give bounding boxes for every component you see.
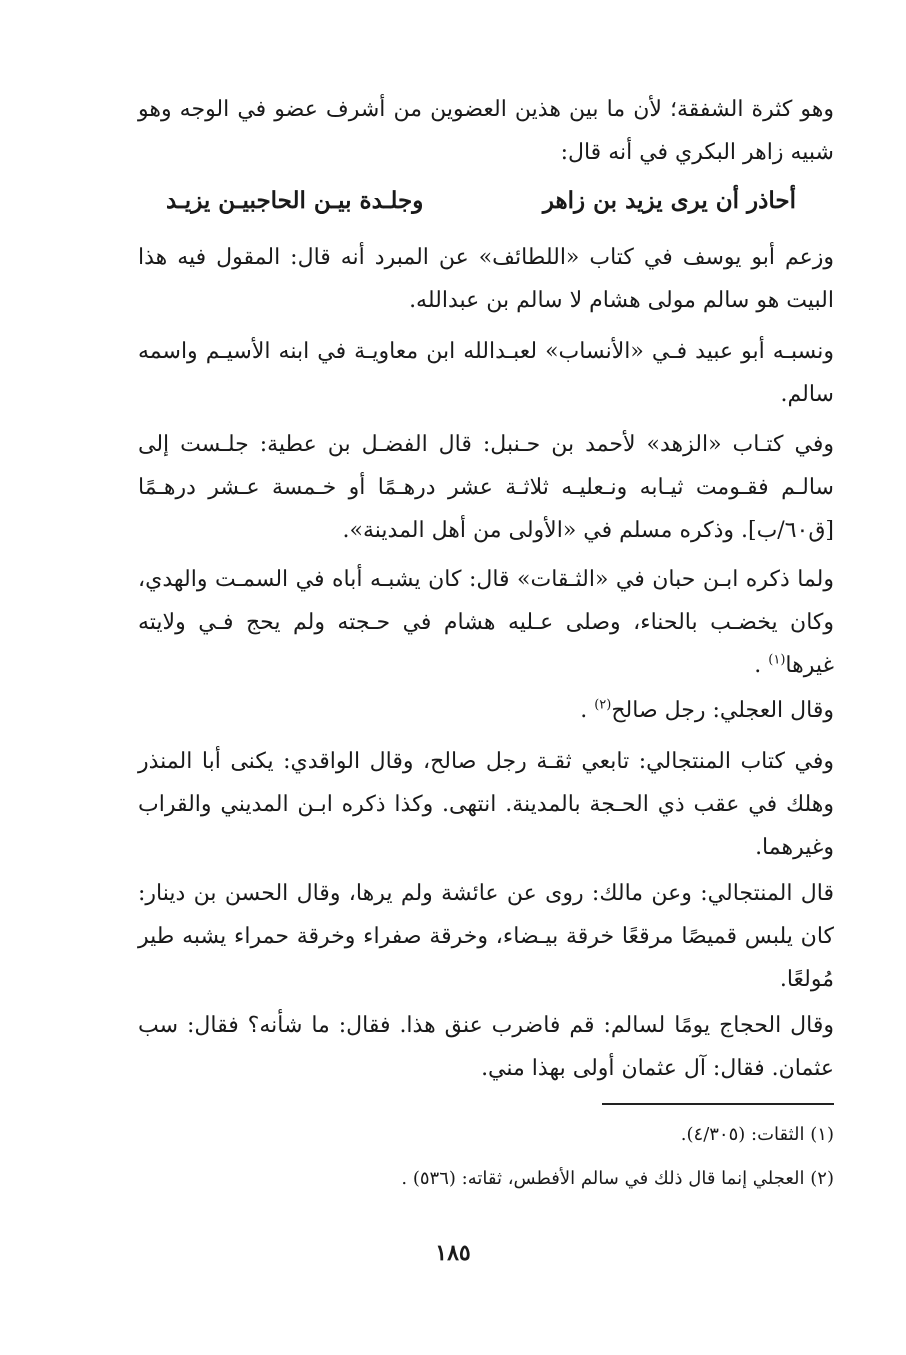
paragraph-thiqat-end: .	[754, 653, 769, 678]
paragraph-intro: وهو كثرة الشفقة؛ لأن ما بين هذين العضوين من أشرف عضو في الوجه وهو شبيه زاهر البكري في أنه قال:	[138, 97, 834, 165]
paragraph-ijli	[138, 689, 834, 732]
paragraph-zuhd: وفي كتـاب «الزهد» لأحمد بن حـنبل: قال الفضـل بن عطية: جلـست إلى سالـم فقـومت ثيـابه ونـعليـه ثلاثـة عشر درهـمًا أو خـمسة عـشر درهـمًا [ق٦٠/ب]. وذكره مسلم في «الأولى من أهل المدينة».	[138, 432, 834, 543]
paragraph-thiqat	[138, 558, 834, 687]
paragraph-muntajali: وفي كتاب المنتجالي: تابعي ثقـة رجل صالح، وقال الواقدي: يكنى أبا المنذر وهلك في عقب ذي الحـجة بالمدينة. انتهى. وكذا ذكره ابـن المديني والقراب وغيرهما.	[138, 749, 834, 860]
paragraph-ijli-end: .	[580, 698, 595, 723]
paragraph-malik: قال المنتجالي: وعن مالك: روى عن عائشة ولم يرها، وقال الحسن بن دينار: كان يلبس قميصًا مرقعًا خرقة بيـضاء، وخرقة صفراء وخرقة حمراء يشبه طير مُولعًا.	[138, 881, 834, 992]
footnote-reference-2: (٢)	[594, 697, 612, 713]
paragraph-hajjaj: وقال الحجاج يومًا لسالم: قم فاضرب عنق هذا. فقال: ما شأنه؟ فقال: سب عثمان. فقال: آل عثمان أولى بهذا مني.	[138, 1013, 834, 1081]
paragraph-ijli-text: وقال العجلي: رجل صالح	[611, 698, 834, 723]
verse-second-hemistich: وجلـدة بيـن الحاجبيـن يزيـد	[166, 186, 424, 214]
page-number: ١٨٥	[435, 1240, 471, 1266]
paragraph-ansab: ونسبـه أبو عبيد فـي «الأنساب» لعبـدالله ابن معاويـة في ابنه الأسيـم واسمه سالم.	[138, 339, 834, 407]
footnote-1: (١) الثقات: (٤/٣٠٥).	[680, 1124, 834, 1145]
poetry-verse	[166, 178, 796, 222]
verse-first-hemistich: أحاذر أن يرى يزيد بن زاهر	[542, 186, 796, 214]
footnote-separator	[602, 1103, 834, 1105]
paragraph-lataif: وزعم أبو يوسف في كتاب «اللطائف» عن المبرد أنه قال: المقول فيه هذا البيت هو سالم مولى هشام لا سالم بن عبدالله.	[138, 245, 834, 313]
footnote-reference-1: (١)	[768, 652, 786, 668]
footnote-2: (٢) العجلي إنما قال ذلك في سالم الأفطس، ثقاته: (٥٣٦) .	[401, 1168, 834, 1189]
paragraph-thiqat-text: ولما ذكره ابـن حبان في «الثـقات» قال: كان يشبـه أباه في السمـت والهدي، وكان يخضـب بالحناء، وصلى عـليه هشام في حـجته ولم يحج فـي ولايته غيرها	[138, 567, 834, 678]
